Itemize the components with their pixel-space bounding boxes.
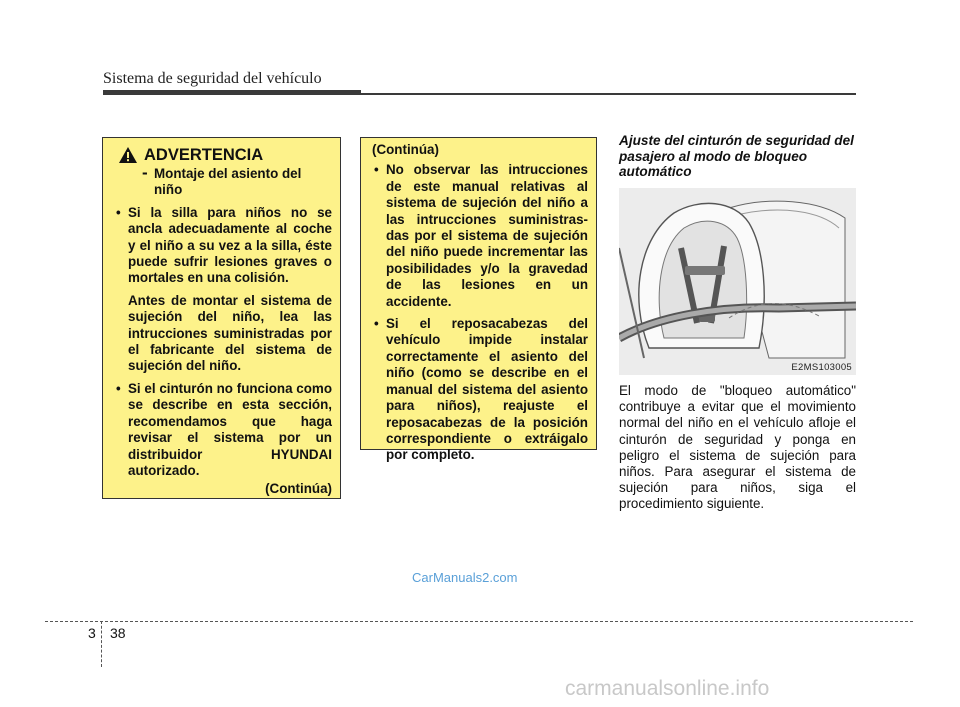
warning-bullet-1: • Si la silla para niños no se ancla adecuadamente al coche y el niño a su vez a la silla, éste puede sufrir lesiones graves o mortales en una colisión. bbox=[114, 205, 332, 287]
continued-label: (Continúa) bbox=[372, 142, 439, 157]
section-heading: Ajuste del cinturón de seguridad del pasajero al modo de bloqueo automático bbox=[619, 133, 854, 179]
warning-subtitle-text: Montaje del asiento del niño bbox=[154, 166, 302, 198]
page-header-title: Sistema de seguridad del vehículo bbox=[103, 70, 322, 87]
footer-divider bbox=[101, 621, 102, 667]
warning-box-2 bbox=[360, 137, 597, 463]
warning-bullet-4: • Si el reposacabezas del vehículo impide instalar correctamente el asiento del niño (como se describe en el manual del sistema del asiento para niños), reajuste el reposacabezas de la posición correspondiente o extráigalo por completo. bbox=[372, 316, 588, 464]
bottom-watermark: carmanualsonline.info bbox=[565, 677, 770, 700]
warning-subtitle bbox=[142, 163, 332, 199]
continues-label: (Continúa) bbox=[265, 481, 332, 497]
header-rule-thin bbox=[361, 93, 856, 95]
warning-triangle-icon bbox=[118, 146, 138, 164]
warning-list-2 bbox=[114, 381, 332, 479]
warning-list-3 bbox=[372, 162, 588, 463]
warning-header bbox=[118, 146, 332, 164]
child-seat-figure bbox=[619, 188, 856, 375]
footer-rule bbox=[45, 621, 913, 622]
warning-bullet-3: • No observar las intrucciones de este manual relativas al sistema de sujeción del niño a las intrucciones suministras-das por el sistema de sujeción del niño puede incrementar las posibilidades y/o la gravedad de las lesiones en un accidente. bbox=[372, 162, 588, 310]
chapter-number: 3 bbox=[88, 625, 96, 641]
page-number: 38 bbox=[110, 625, 126, 641]
warning-bullet-2: • Si el cinturón no funciona como se describe en esta sección, recomendamos que haga revisar el sistema por un distribuidor HYUNDAI autorizado. bbox=[114, 381, 332, 479]
child-seat-illustration bbox=[619, 188, 856, 375]
header-rule-thick bbox=[103, 90, 361, 95]
warning-list-1 bbox=[114, 205, 332, 287]
figure-code: E2MS103005 bbox=[791, 362, 852, 373]
section-body-text: El modo de "bloqueo automático" contribuye a evitar que el movimiento normal del niño en el vehículo afloje el cinturón de seguridad y ponga en peligro el sistema de sujeción para niños. Para asegurar el sistema de sujeción para niños, siga el procedimiento siguiente. bbox=[619, 383, 856, 512]
subtitle-dash: - bbox=[142, 163, 148, 182]
warning-box-1 bbox=[102, 137, 341, 499]
warning-paragraph-1: Antes de montar el sistema de sujeción del niño, lea las intrucciones suministradas por el fabricante del sistema de sujeción del niño. bbox=[128, 292, 332, 374]
site-watermark: CarManuals2.com bbox=[412, 570, 518, 585]
warning-title: ADVERTENCIA bbox=[144, 145, 264, 164]
